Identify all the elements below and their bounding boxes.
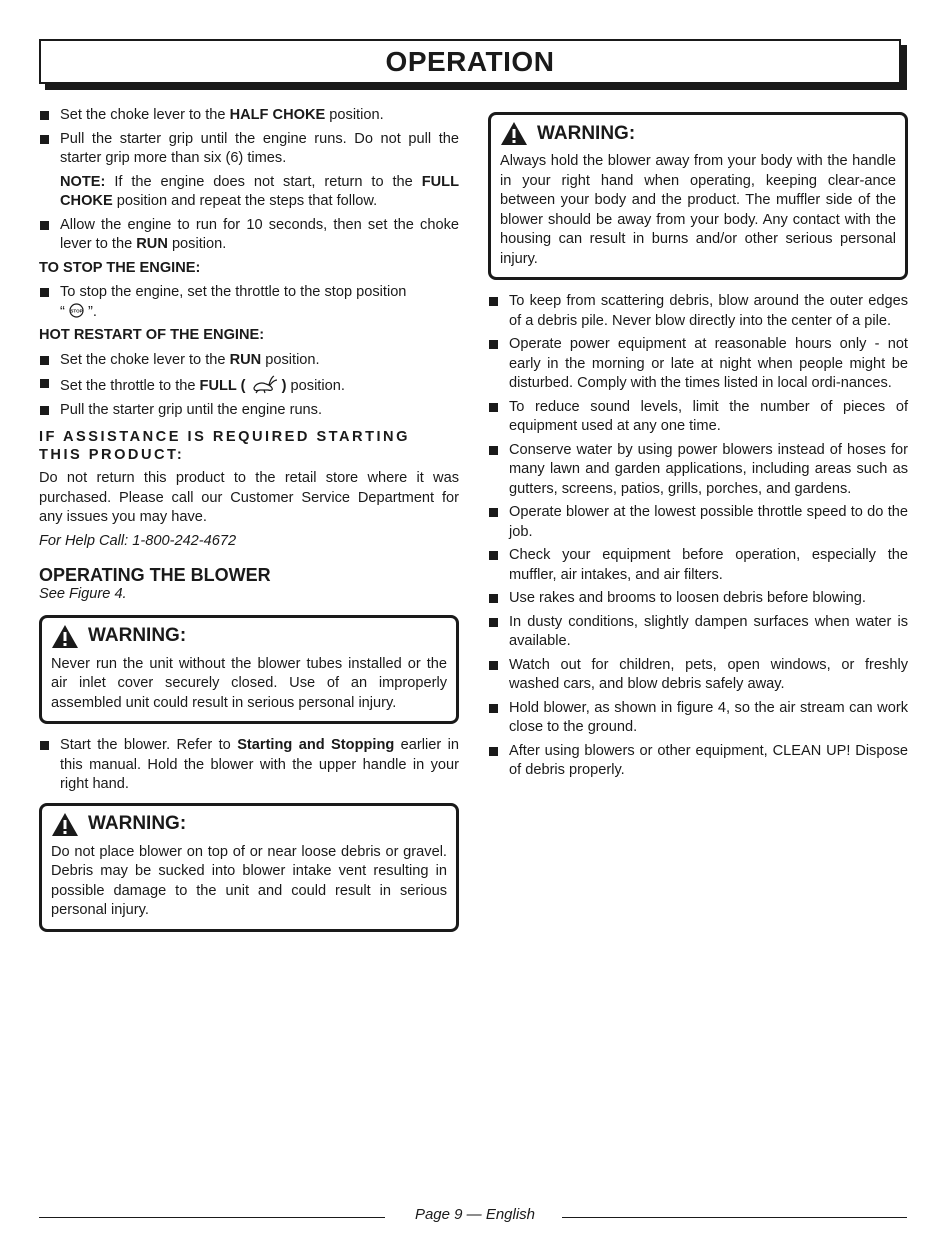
list-item: Check your equipment before operation, especially the muffler, air intakes, and air filters. [488, 546, 908, 585]
page-number: Page 9 — English [414, 1206, 536, 1223]
warning-triangle-icon [51, 812, 79, 837]
list-item: After using blowers or other equipment, CLEAN UP! Dispose of debris properly. [488, 742, 908, 781]
warning-title: WARNING: [88, 813, 187, 835]
rabbit-icon [250, 374, 278, 394]
hot-restart-heading: HOT RESTART OF THE ENGINE: [39, 327, 265, 343]
warning-text: Never run the unit without the blower tubes installed or the air inlet cover securely closed. Use of an improperly assembled unit could result in serious personal injury. [51, 655, 447, 711]
help-call: For Help Call: 1-800-242-4672 [39, 532, 237, 549]
section-title: OPERATING THE BLOWER [39, 565, 271, 585]
list-item: To stop the engine, set the throttle to the stop position “ STOP ”. [39, 283, 459, 322]
bullet-square [40, 111, 49, 120]
bullet-square [489, 297, 498, 306]
warning-text: Always hold the blower away from your body with the handle in your right hand when operating, keeping clear-ance between your body and the product. The muffler side of the blower should be away from your body. Any contact with the housing can result in burns and/or other serious personal injury. [500, 153, 896, 267]
list-item: Set the choke lever to the RUN position. [39, 351, 459, 371]
page-title: OPERATION [385, 45, 555, 77]
note-paragraph: NOTE: If the engine does not start, return to the FULL CHOKE position and repeat the steps that follow. [60, 173, 459, 209]
warning-box [39, 615, 459, 725]
bullet-square [489, 551, 498, 560]
list-item: Allow the engine to run for 10 seconds, then set the choke lever to the RUN position. [39, 216, 459, 255]
right-column [488, 106, 908, 785]
bullet-square [40, 135, 49, 144]
bullet-square [40, 406, 49, 415]
bullet-square [40, 379, 49, 388]
warning-box [488, 112, 908, 280]
figure-reference: See Figure 4. [39, 586, 127, 602]
list-item: Watch out for children, pets, open windows, or freshly washed cars, and blow debris safely away. [488, 656, 908, 695]
assistance-heading: IF ASSISTANCE IS REQUIRED STARTING THIS PRODUCT: [39, 429, 410, 463]
bullet-square [489, 594, 498, 603]
stop-engine-heading: TO STOP THE ENGINE: [39, 259, 201, 276]
warning-box [39, 803, 459, 932]
svg-text:STOP: STOP [70, 308, 83, 313]
list-item: Use rakes and brooms to loosen debris before blowing. [488, 589, 908, 609]
list-item: Pull the starter grip until the engine runs. Do not pull the starter grip more than six (6) times. [39, 130, 459, 169]
list-item: Operate power equipment at reasonable hours only - not early in the morning or late at night when people might be disturbed. Comply with the times listed in local ordi-nances. [488, 335, 908, 394]
bullet-square [40, 356, 49, 365]
bullet-square [489, 403, 498, 412]
bullet-square [489, 508, 498, 517]
bullet-square [40, 288, 49, 297]
list-item: Conserve water by using power blowers instead of hoses for many lawn and garden applications, including areas such as gutters, screens, patios, grills, porches, and gardens. [488, 441, 908, 500]
warning-title: WARNING: [88, 625, 187, 647]
list-item: Pull the starter grip until the engine runs. [39, 401, 459, 421]
warning-triangle-icon [51, 624, 79, 649]
bullet-square [489, 446, 498, 455]
bullet-square [489, 340, 498, 349]
bullet-square [489, 704, 498, 713]
warning-text: Do not place blower on top of or near loose debris or gravel. Debris may be sucked into blower intake vent resulting in possible damage to the unit and could result in serious personal injury. [51, 843, 447, 918]
list-item: Set the choke lever to the HALF CHOKE position. [39, 106, 459, 126]
list-item: In dusty conditions, slightly dampen surfaces when water is available. [488, 613, 908, 652]
page-header [39, 39, 901, 84]
bullet-square [40, 741, 49, 750]
assistance-text: Do not return this product to the retail store where it was purchased. Please call our Customer Service Department for any issues you may have. [39, 470, 459, 525]
bullet-square [489, 747, 498, 756]
list-item: To reduce sound levels, limit the number of pieces of equipment used at any one time. [488, 398, 908, 437]
left-column [39, 106, 459, 944]
warning-title: WARNING: [537, 122, 636, 144]
bullet-square [489, 661, 498, 670]
warning-triangle-icon [500, 121, 528, 146]
list-item: To keep from scattering debris, blow around the outer edges of a debris pile. Never blow directly into the center of a pile. [488, 292, 908, 331]
list-item: Set the throttle to the FULL ( ) position. [39, 374, 459, 397]
list-item: Operate blower at the lowest possible throttle speed to do the job. [488, 503, 908, 542]
list-item: Start the blower. Refer to Starting and Stopping earlier in this manual. Hold the blower with the upper handle in your right hand. [39, 736, 459, 795]
stop-symbol-icon [69, 303, 84, 318]
bullet-square [489, 618, 498, 627]
bullet-square [40, 221, 49, 230]
list-item: Hold blower, as shown in figure 4, so the air stream can work close to the ground. [488, 699, 908, 738]
